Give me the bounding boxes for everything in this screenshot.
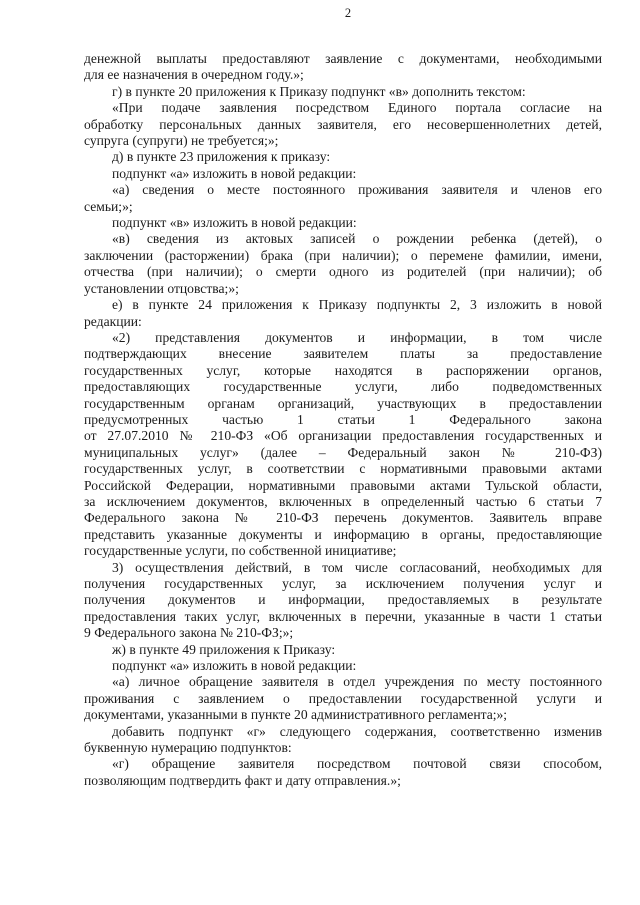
text-line: от 27.07.2010 № 210-ФЗ «Об организации предоставления государственных и [84,428,602,444]
paragraph [84,166,602,182]
text-line: подтверждающих внесение заявителем платы за предоставление [84,346,602,362]
text-line: Российской Федерации, нормативными правовыми актами Тульской области, [84,477,602,493]
paragraph [84,51,602,84]
text-line: «г) обращение заявителя посредством почтовой связи способом, [112,756,602,772]
text-line: позволяющим подтвердить факт и дату отправления.»; [84,772,401,788]
text-line: 3) осуществления действий, в том числе согласований, необходимых для [112,559,602,575]
text-line: государственные услуги, по собственной инициативе; [84,543,397,559]
paragraph [84,297,602,330]
text-line: «При подаче заявления посредством Единого портала согласие на [112,100,602,116]
paragraph [84,330,602,560]
paragraph [84,182,602,215]
text-line: за исключением документов, включенных в определенный частью 6 статьи 7 [84,493,602,509]
text-line: Федерального закона № 210-ФЗ перечень документов. Заявитель вправе [84,510,602,526]
paragraph [84,674,602,723]
text-line: государственным органам организаций, участвующих в предоставлении [84,395,602,411]
text-line: подпункт «а» изложить в новой редакции: [112,165,357,181]
text-line: представить указанные документы и информацию в органы, предоставляющие [84,526,602,542]
text-line: ж) в пункте 49 приложения к Приказу: [112,641,336,657]
paragraph [84,149,602,165]
text-line: е) в пункте 24 приложения к Приказу подпункты 2, 3 изложить в новой [112,297,602,313]
text-line: д) в пункте 23 приложения к приказу: [112,149,331,165]
paragraph [84,724,602,757]
text-line: получения документов и информации, предоставляемых в результате [84,592,602,608]
text-line: проживания с заявлением о предоставлении государственной услуги и [84,690,602,706]
text-line: семьи;»; [84,198,133,214]
paragraph [84,231,602,297]
text-line: отчества (при наличии); о смерти одного из родителей (при наличии); об [84,264,602,280]
text-line: подпункт «а» изложить в новой редакции: [112,658,357,674]
text-line: буквенную нумерацию подпунктов: [84,740,292,756]
text-line: «а) сведения о месте постоянного проживания заявителя и членов его [112,182,602,198]
text-line: заключении (расторжении) брака (при наличии); о перемене фамилии, имени, [84,247,602,263]
text-line: документами, указанными в пункте 20 административного регламента;»; [84,707,508,723]
text-line: получения государственных услуг, за исключением получения услуг и [84,576,602,591]
text-line: «а) личное обращение заявителя в отдел учреждения по месту постоянного [112,674,602,690]
text-line: «2) представления документов и информации, в том числе [112,329,602,345]
text-line: государственных услуг, в соответствии с нормативными правовыми актами [84,461,602,477]
paragraph [84,215,602,231]
text-line: редакции: [84,313,142,329]
text-line: предусмотренных частью 1 статьи 1 Федерального закона [84,411,602,427]
text-line: обработку персональных данных заявителя, его несовершеннолетних детей, [84,116,602,132]
document-body [84,51,602,789]
page-number: 2 [344,6,352,20]
paragraph [84,560,602,642]
text-line: для ее назначения в очередном году.»; [84,67,304,83]
text-line: установлении отцовства;»; [84,280,239,296]
paragraph [84,756,602,789]
text-line: «в) сведения из актовых записей о рождении ребенка (детей), о [112,231,602,247]
text-line: государственных услуг, которые находятся в распоряжении органов, [84,362,602,378]
text-line: подпункт «в» изложить в новой редакции: [112,215,357,231]
text-line: предоставляющих государственные услуги, либо подведомственных [84,379,602,395]
text-line: денежной выплаты предоставляют заявление с документами, необходимыми [84,51,602,66]
text-line: 9 Федерального закона № 210-ФЗ;»; [84,625,294,641]
paragraph [84,84,602,100]
text-line: муниципальных услуг» (далее – Федеральный закон № 210-ФЗ) [84,444,602,460]
paragraph [84,658,602,674]
text-line: г) в пункте 20 приложения к Приказу подпункт «в» дополнить текстом: [112,83,526,99]
text-line: предоставления таких услуг, включенных в перечни, указанные в части 1 статьи [84,608,602,624]
paragraph [84,642,602,658]
paragraph [84,100,602,149]
text-line: добавить подпункт «г» следующего содержания, соответственно изменив [112,723,602,739]
text-line: супруга (супруги) не требуется;»; [84,133,279,149]
